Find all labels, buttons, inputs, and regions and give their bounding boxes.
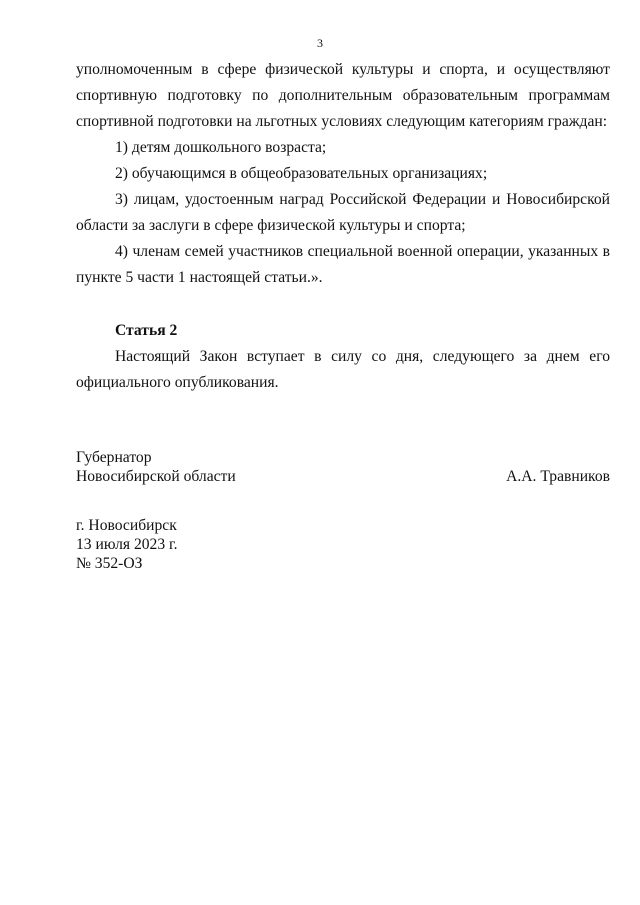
list-item-families: 4) членам семей участников специальной военной операции, указанных в пункте 5 части 1 настоящей статьи.». (76, 243, 610, 286)
document-number: № 352-ОЗ (76, 555, 143, 572)
list-item-students: 2) обучающимся в общеобразовательных организациях; (115, 165, 488, 182)
signer-title-line1: Губернатор (76, 449, 152, 466)
list-item-awardees: 3) лицам, удостоенным наград Российской Федерации и Новосибирской области за заслуги в сфере физической культуры и спорта; (76, 191, 610, 234)
signer-row (76, 467, 610, 486)
document-date: 13 июля 2023 г. (76, 536, 178, 553)
article-2 (76, 318, 610, 396)
place-date-number-block (76, 516, 376, 573)
page-number: 3 (317, 36, 323, 50)
article-heading: Статья 2 (115, 322, 178, 339)
signer-name: А.А. Травников (506, 468, 610, 485)
law-text-continuation (76, 57, 610, 291)
signer-title-line2: Новосибирской области (76, 468, 236, 485)
list-item-preschool: 1) детям дошкольного возраста; (115, 139, 327, 156)
signature-block (76, 448, 610, 486)
article-text: Настоящий Закон вступает в силу со дня, следующего за днем его официального опубликования. (76, 348, 610, 391)
paragraph-continuation: уполномоченным в сфере физической культуры и спорта, и осуществляют спортивную подготовку по дополнительным образовательным программам спортивной подготовки на льготных условиях следующим категориям граждан: (76, 61, 610, 130)
place-city: г. Новосибирск (76, 517, 177, 534)
